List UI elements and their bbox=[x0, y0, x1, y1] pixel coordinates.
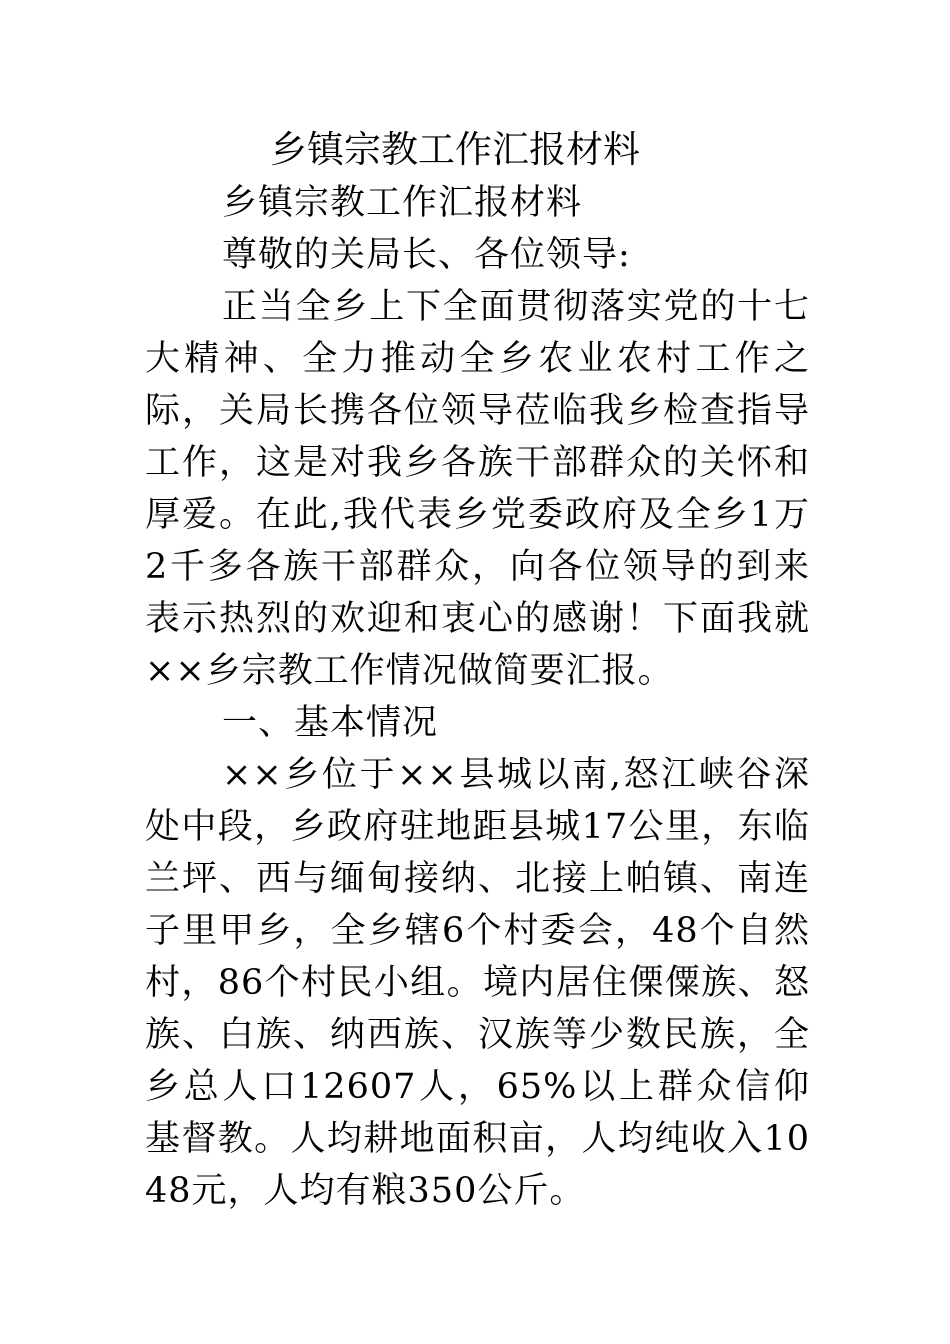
basic-info-paragraph: ××乡位于××县城以南,怒江峡谷深处中段，乡政府驻地距县城17公里，东临兰坪、西与缅甸接纳、北接上帕镇、南连子里甲乡，全乡辖6个村委会，48个自然村，86个村民小组。境内居住傈僳族、怒族、白族、纳西族、汉族等少数民族，全乡总人口12607人，65%以上群众信仰基督教。人均耕地面积亩，人均纯收入1048元，人均有粮350公斤。 bbox=[145, 755, 810, 1211]
document-title: 乡镇宗教工作汇报材料 bbox=[270, 128, 640, 171]
document-subtitle-paragraph: 乡镇宗教工作汇报材料 bbox=[222, 183, 583, 223]
intro-paragraph: 正当全乡上下全面贯彻落实党的十七大精神、全力推动全乡农业农村工作之际，关局长携各位领导莅临我乡检查指导工作，这是对我乡各族干部群众的关怀和厚爱。在此,我代表乡党委政府及全乡1万2千多各族干部群众，向各位领导的到来表示热烈的欢迎和衷心的感谢！下面我就××乡宗教工作情况做简要汇报。 bbox=[145, 287, 810, 691]
salutation-paragraph: 尊敬的关局长、各位领导: bbox=[222, 235, 631, 275]
section-heading: 一、基本情况 bbox=[222, 703, 439, 743]
document-page bbox=[145, 125, 810, 1217]
